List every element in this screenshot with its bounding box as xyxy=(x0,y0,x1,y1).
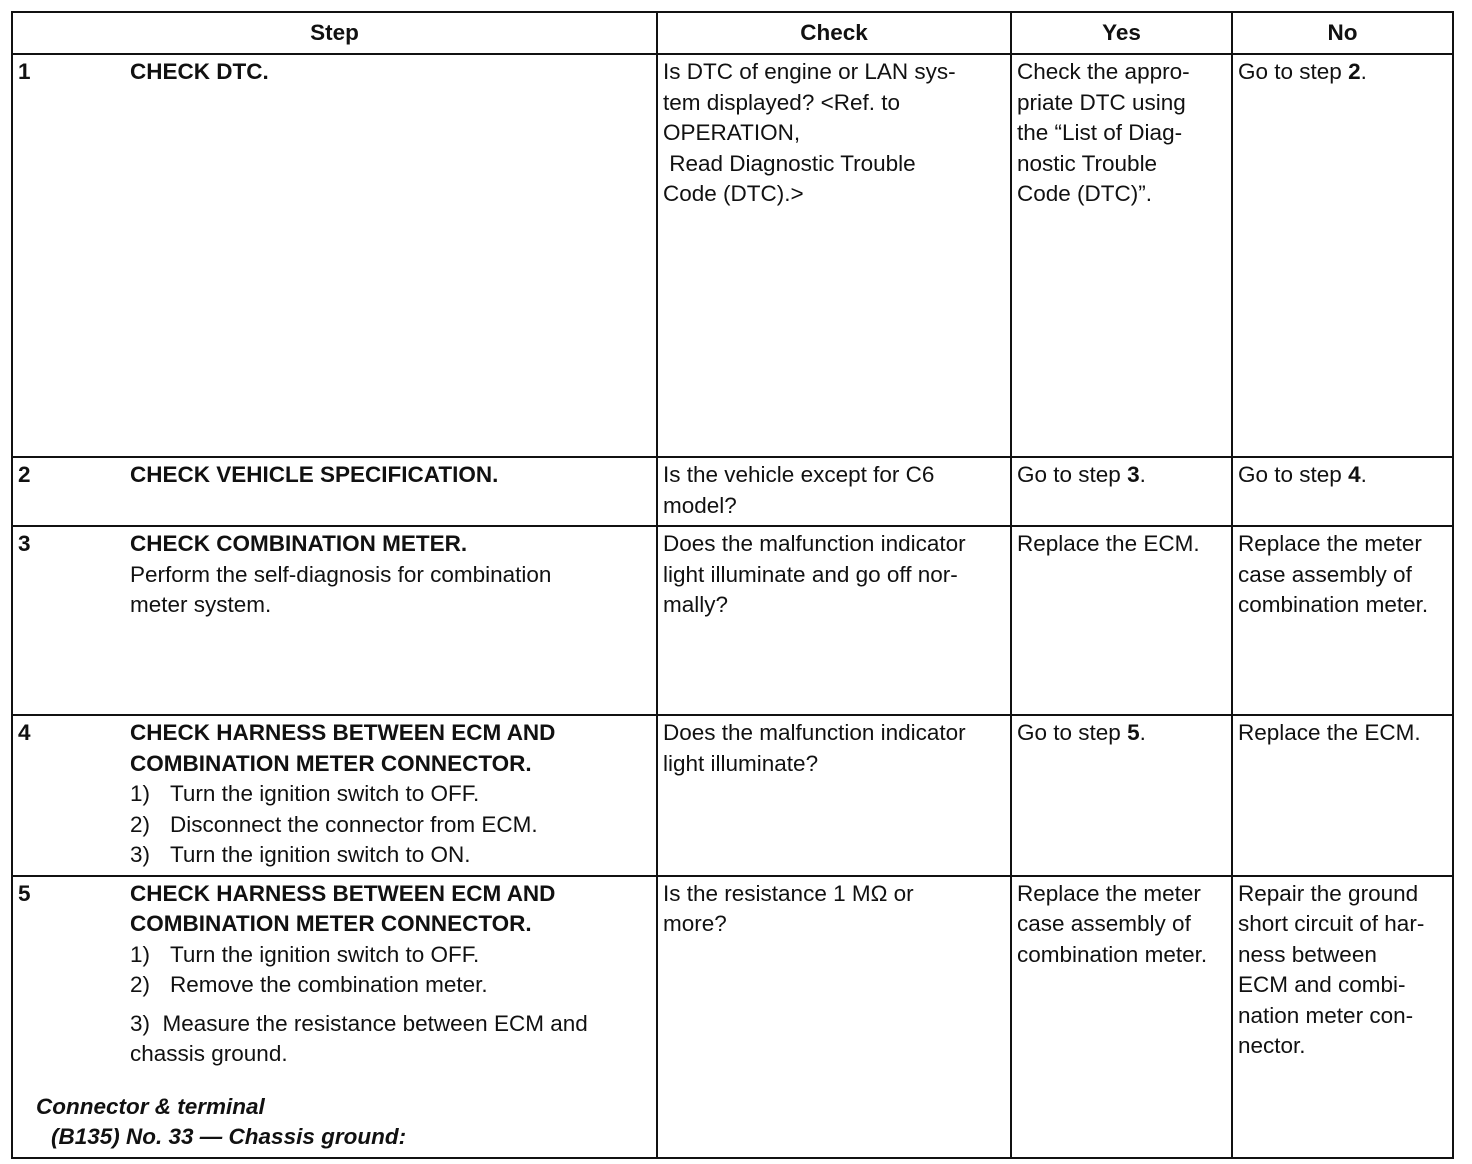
header-yes: Yes xyxy=(1011,12,1232,54)
spec-value: (B135) No. 33 — Chassis ground: xyxy=(51,1124,407,1149)
yes-line: Replace the meter xyxy=(1017,880,1201,906)
procedure-text: chassis ground. xyxy=(130,1041,288,1066)
check-line: Code (DTC).> xyxy=(663,181,804,206)
no-cell xyxy=(1232,715,1453,876)
step-number: 1 xyxy=(18,59,31,84)
step-cell xyxy=(12,715,657,876)
header-row xyxy=(12,12,1453,54)
step-title: CHECK DTC. xyxy=(130,59,269,84)
step-ref: 3 xyxy=(1127,462,1140,487)
spec-block xyxy=(18,1092,651,1153)
check-line: model? xyxy=(663,492,737,518)
yes-line: nostic Trouble xyxy=(1017,150,1158,176)
procedure-item xyxy=(130,810,651,841)
check-line: Is the vehicle except for C6 xyxy=(663,462,935,487)
step-number: 4 xyxy=(18,720,31,745)
yes-line: Code (DTC)”. xyxy=(1017,181,1153,206)
procedure-text: Turn the ignition switch to ON. xyxy=(170,842,471,867)
procedure-item xyxy=(130,940,651,971)
yes-suffix: . xyxy=(1139,720,1146,745)
check-line: Does the malfunction indicator xyxy=(663,720,966,745)
step-title: CHECK HARNESS BETWEEN ECM AND xyxy=(130,720,556,745)
table-row xyxy=(12,54,1453,457)
yes-text: Go to step xyxy=(1017,462,1128,487)
yes-line: Check the appro- xyxy=(1017,59,1190,84)
check-cell xyxy=(657,715,1011,876)
header-step: Step xyxy=(12,12,657,54)
header-check: Check xyxy=(657,12,1011,54)
procedure-text: 3) Measure the resistance between ECM and xyxy=(130,1010,588,1036)
check-line: mally? xyxy=(663,592,729,617)
table-row xyxy=(12,876,1453,1158)
step-cell xyxy=(12,876,657,1158)
procedure-number: 2) xyxy=(130,972,151,997)
step-description: meter system. xyxy=(130,592,272,617)
check-cell xyxy=(657,876,1011,1158)
check-line: light illuminate and go off nor- xyxy=(663,561,958,587)
step-cell xyxy=(12,457,657,526)
diagnostic-table xyxy=(11,11,1454,1159)
step-title: CHECK VEHICLE SPECIFICATION. xyxy=(130,462,499,487)
step-title: CHECK HARNESS BETWEEN ECM AND xyxy=(130,880,556,906)
procedure-text: Disconnect the connector from ECM. xyxy=(170,811,538,837)
table-row xyxy=(12,526,1453,715)
no-line: nation meter con- xyxy=(1238,1002,1414,1028)
no-line: short circuit of har- xyxy=(1238,911,1425,936)
yes-text: Replace the ECM. xyxy=(1017,531,1200,556)
procedure-text: Turn the ignition switch to OFF. xyxy=(170,941,480,967)
check-line: Read Diagnostic Trouble xyxy=(663,150,916,176)
no-text: Go to step xyxy=(1238,462,1349,487)
step-number: 2 xyxy=(18,462,31,487)
yes-line: priate DTC using xyxy=(1017,89,1186,115)
check-line: tem displayed? <Ref. to xyxy=(663,89,901,115)
no-line: Replace the meter xyxy=(1238,531,1422,556)
yes-text: Go to step xyxy=(1017,720,1128,745)
step-ref: 2 xyxy=(1348,59,1361,84)
no-cell xyxy=(1232,876,1453,1158)
step-title: CHECK COMBINATION METER. xyxy=(130,531,468,556)
no-suffix: . xyxy=(1360,59,1367,84)
procedure-text: Remove the combination meter. xyxy=(170,972,488,997)
check-line: more? xyxy=(663,911,727,936)
step-number: 5 xyxy=(18,880,31,906)
step-title: COMBINATION METER CONNECTOR. xyxy=(130,750,532,776)
step-cell xyxy=(12,54,657,457)
spec-label: Connector & terminal xyxy=(36,1093,265,1119)
no-cell xyxy=(1232,526,1453,715)
yes-cell xyxy=(1011,526,1232,715)
no-line: combination meter. xyxy=(1238,592,1429,617)
yes-line: case assembly of xyxy=(1017,911,1191,936)
check-line: light illuminate? xyxy=(663,750,819,776)
no-line: case assembly of xyxy=(1238,561,1412,587)
procedure-number: 1) xyxy=(130,941,151,967)
yes-line: combination meter. xyxy=(1017,941,1208,967)
no-line: nector. xyxy=(1238,1033,1306,1058)
check-line: Is the resistance 1 MΩ or xyxy=(663,880,914,906)
yes-suffix: . xyxy=(1139,462,1146,487)
yes-line: the “List of Diag- xyxy=(1017,120,1183,145)
no-suffix: . xyxy=(1360,462,1367,487)
yes-cell xyxy=(1011,54,1232,457)
no-line: Repair the ground xyxy=(1238,880,1419,906)
step-ref: 5 xyxy=(1127,720,1140,745)
procedure-number: 2) xyxy=(130,811,151,837)
no-line: ness between xyxy=(1238,941,1377,967)
no-cell xyxy=(1232,457,1453,526)
no-text: Go to step xyxy=(1238,59,1349,84)
no-text: Replace the ECM. xyxy=(1238,720,1421,745)
step-title: COMBINATION METER CONNECTOR. xyxy=(130,911,532,936)
check-line: OPERATION, xyxy=(663,120,801,145)
procedure-item xyxy=(130,840,651,871)
step-number: 3 xyxy=(18,531,31,556)
check-cell xyxy=(657,457,1011,526)
step-ref: 4 xyxy=(1348,462,1361,487)
header-no: No xyxy=(1232,12,1453,54)
procedure-item xyxy=(130,779,651,810)
table-row xyxy=(12,457,1453,526)
table-row xyxy=(12,715,1453,876)
no-cell xyxy=(1232,54,1453,457)
check-line: Does the malfunction indicator xyxy=(663,531,966,556)
procedure-item xyxy=(130,970,651,1001)
step-description: Perform the self-diagnosis for combination xyxy=(130,561,552,587)
check-cell xyxy=(657,526,1011,715)
no-line: ECM and combi- xyxy=(1238,972,1406,997)
procedure-number: 1) xyxy=(130,781,151,806)
step-cell xyxy=(12,526,657,715)
check-line: Is DTC of engine or LAN sys- xyxy=(663,59,956,84)
yes-cell xyxy=(1011,715,1232,876)
procedure-number: 3) xyxy=(130,842,151,867)
check-cell xyxy=(657,54,1011,457)
yes-cell xyxy=(1011,876,1232,1158)
yes-cell xyxy=(1011,457,1232,526)
procedure-text: Turn the ignition switch to OFF. xyxy=(170,781,480,806)
